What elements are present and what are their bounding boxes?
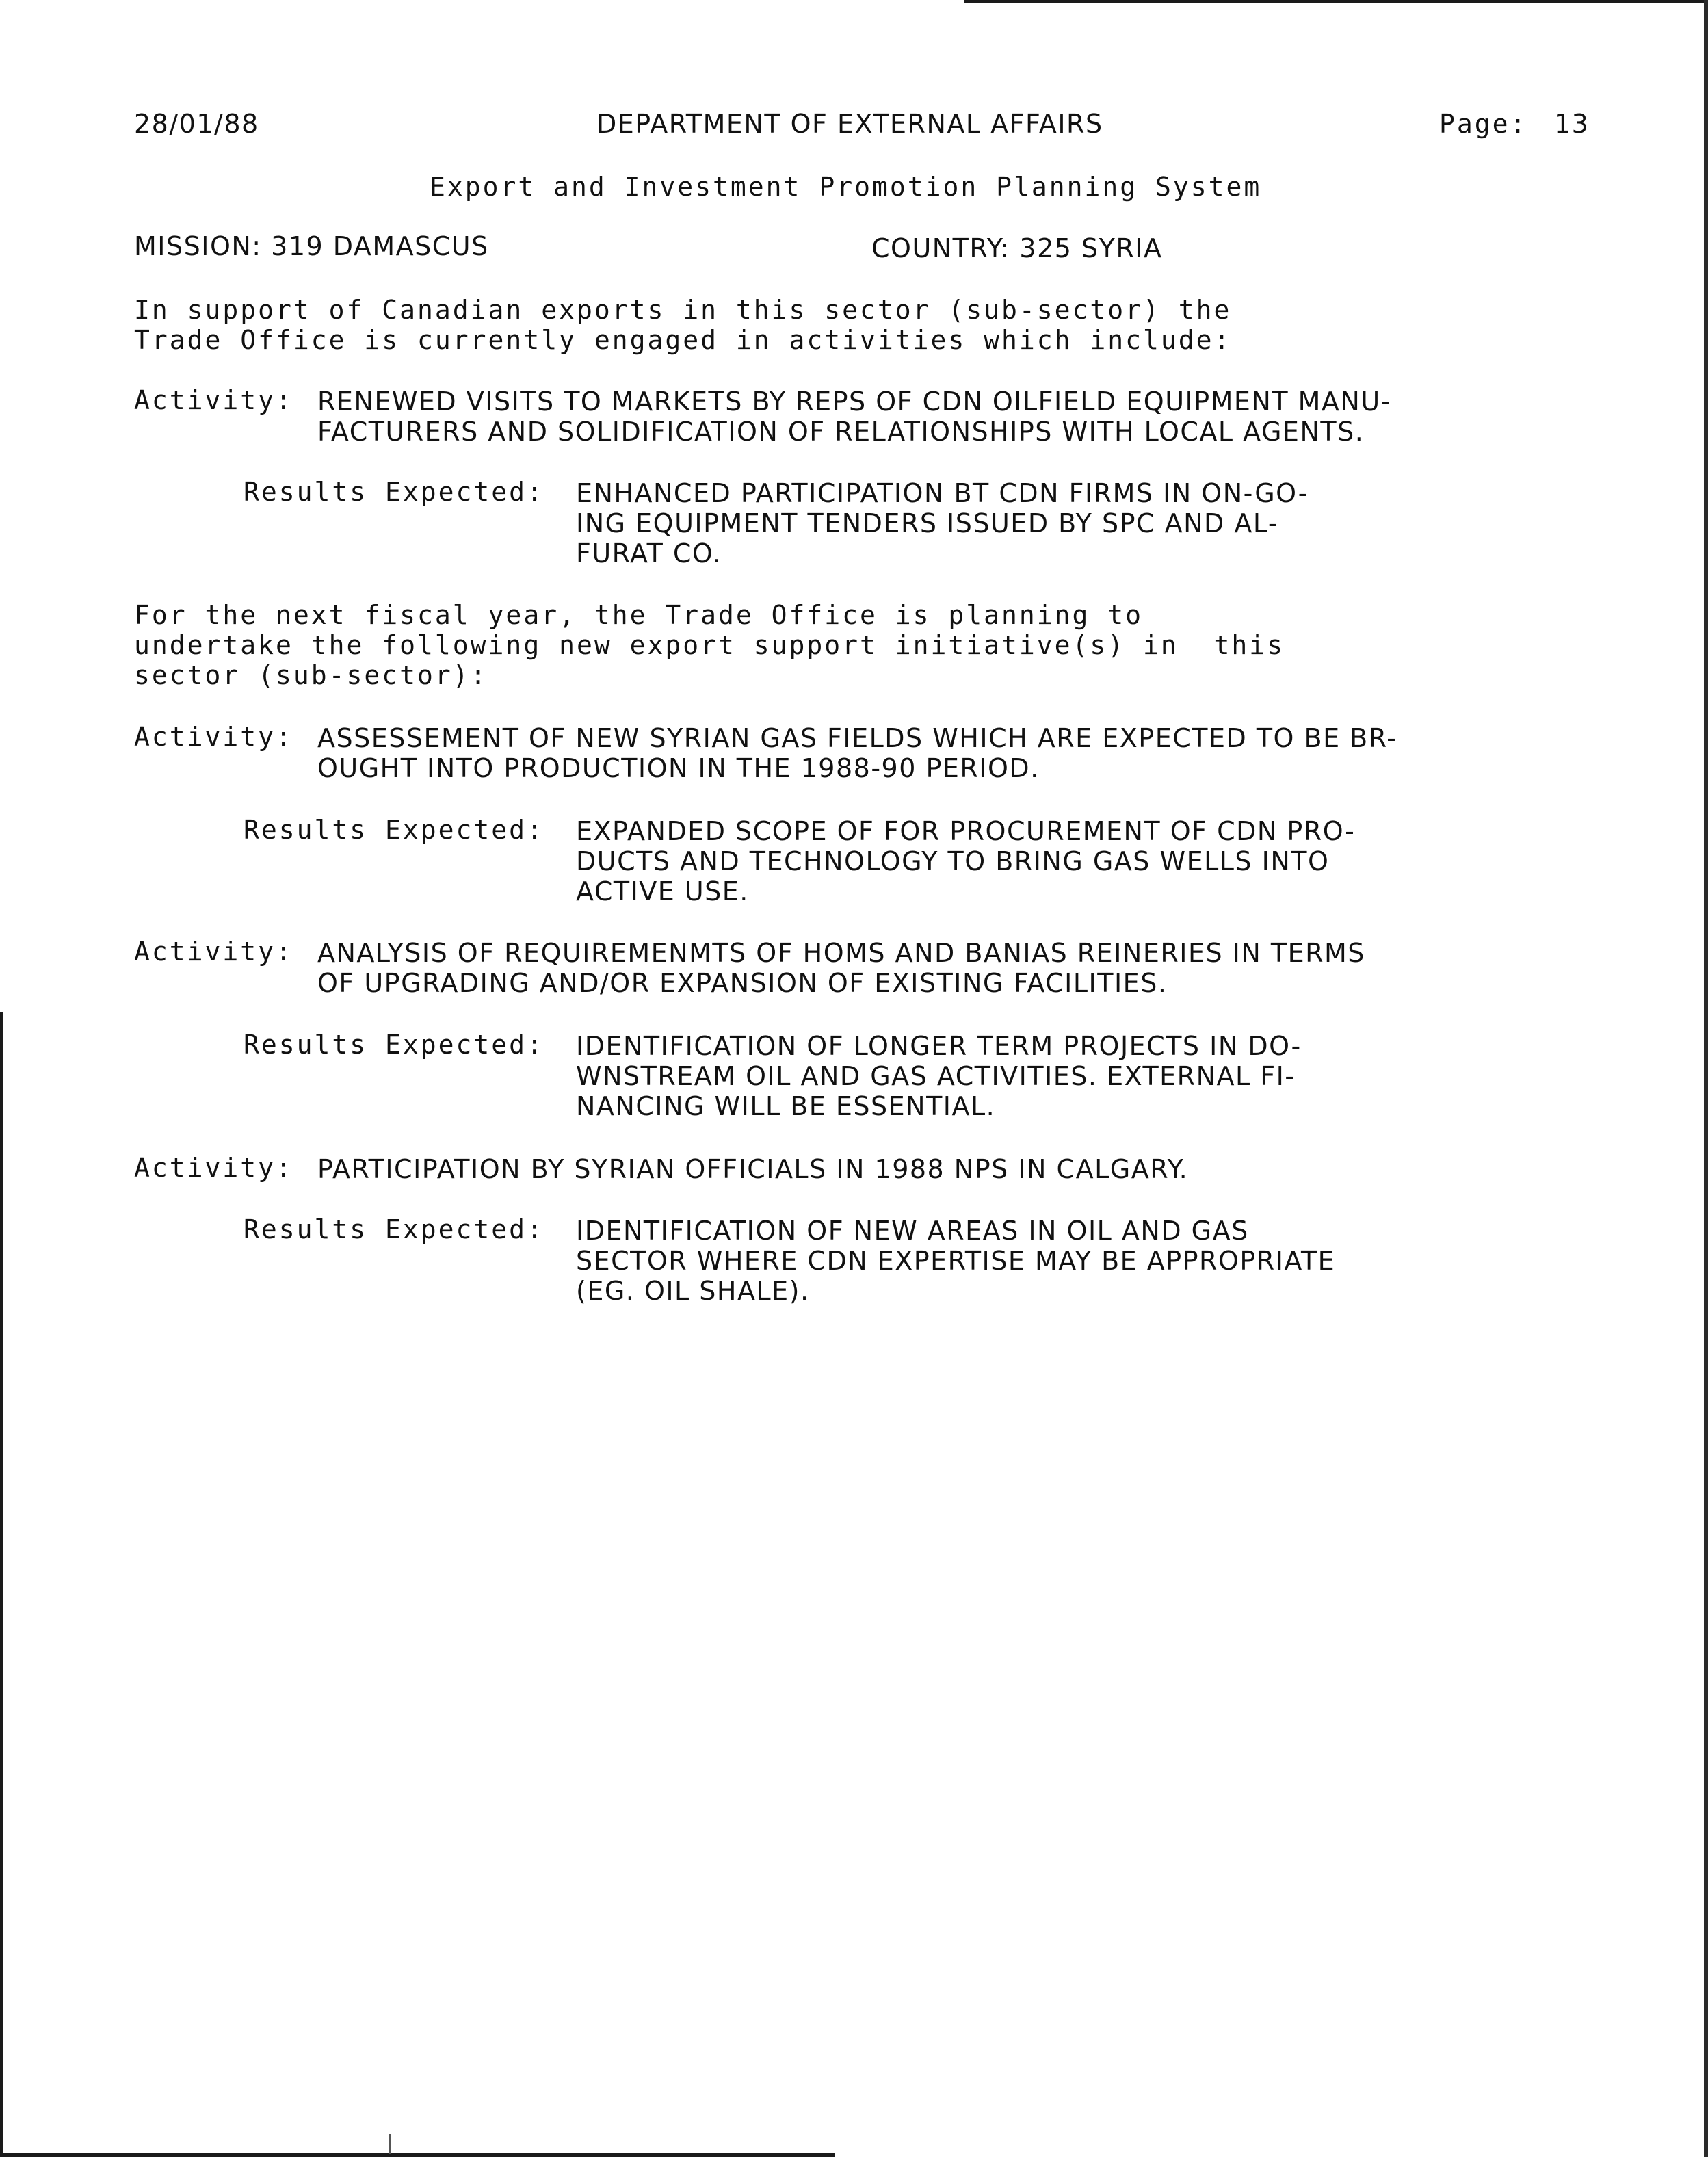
- country-field: COUNTRY: 325 SYRIA: [871, 233, 1163, 263]
- activity-text-line: ANALYSIS OF REQUIREMENMTS OF HOMS AND BANIAS REINERIES IN TERMS: [317, 938, 1365, 968]
- scan-border-right: [1704, 0, 1708, 2157]
- department-title: DEPARTMENT OF EXTERNAL AFFAIRS: [596, 109, 1103, 139]
- results-text-line: FURAT CO.: [576, 538, 722, 568]
- results-text-line: DUCTS AND TECHNOLOGY TO BRING GAS WELLS INTO: [576, 846, 1330, 876]
- current-intro-line: In support of Canadian exports in this sector (sub-sector) the: [134, 295, 1232, 325]
- page-number: 13: [1554, 109, 1590, 139]
- scan-border-top: [964, 0, 1708, 3]
- results-text-line: ING EQUIPMENT TENDERS ISSUED BY SPC AND AL-: [576, 508, 1279, 538]
- scan-stray-mark: [389, 2134, 391, 2154]
- system-title: Export and Investment Promotion Planning System: [430, 172, 1262, 202]
- results-text-line: IDENTIFICATION OF NEW AREAS IN OIL AND GAS: [576, 1216, 1249, 1246]
- results-label: Results Expected:: [244, 1214, 544, 1244]
- results-text-line: ACTIVE USE.: [576, 876, 749, 906]
- report-date: 28/01/88: [134, 109, 259, 139]
- mission-field: MISSION: 319 DAMASCUS: [134, 231, 489, 261]
- next-year-intro-line: undertake the following new export support initiative(s) in this: [134, 630, 1285, 660]
- results-text-line: NANCING WILL BE ESSENTIAL.: [576, 1091, 996, 1121]
- scan-border-bottom: [0, 2153, 835, 2157]
- next-year-intro-line: For the next fiscal year, the Trade Office is planning to: [134, 600, 1144, 630]
- activity-text-line: ASSESSEMENT OF NEW SYRIAN GAS FIELDS WHICH ARE EXPECTED TO BE BR-: [317, 723, 1397, 753]
- activity-text-line: OF UPGRADING AND/OR EXPANSION OF EXISTING FACILITIES.: [317, 968, 1168, 998]
- activity-label: Activity:: [134, 1153, 293, 1183]
- results-text-line: WNSTREAM OIL AND GAS ACTIVITIES. EXTERNAL FI-: [576, 1061, 1296, 1091]
- results-text-line: IDENTIFICATION OF LONGER TERM PROJECTS IN DO-: [576, 1031, 1302, 1061]
- current-intro-line: Trade Office is currently engaged in activities which include:: [134, 325, 1232, 355]
- results-text-line: EXPANDED SCOPE OF FOR PROCUREMENT OF CDN PRO-: [576, 816, 1356, 846]
- activity-label: Activity:: [134, 722, 293, 752]
- activity-label: Activity:: [134, 937, 293, 967]
- scan-border-left: [0, 1012, 3, 2157]
- activity-text-line: FACTURERS AND SOLIDIFICATION OF RELATIONSHIPS WITH LOCAL AGENTS.: [317, 417, 1365, 447]
- results-label: Results Expected:: [244, 1030, 544, 1060]
- results-label: Results Expected:: [244, 815, 544, 845]
- activity-text-line: OUGHT INTO PRODUCTION IN THE 1988-90 PERIOD.: [317, 753, 1040, 783]
- results-label: Results Expected:: [244, 477, 544, 507]
- page-label: Page:: [1439, 109, 1528, 139]
- results-text-line: SECTOR WHERE CDN EXPERTISE MAY BE APPROPRIATE: [576, 1246, 1336, 1276]
- results-text-line: ENHANCED PARTICIPATION BT CDN FIRMS IN ON-GO-: [576, 478, 1309, 508]
- next-year-intro-line: sector (sub-sector):: [134, 660, 488, 690]
- results-text-line: (EG. OIL SHALE).: [576, 1276, 810, 1306]
- activity-label: Activity:: [134, 385, 293, 415]
- activity-text-line: PARTICIPATION BY SYRIAN OFFICIALS IN 1988 NPS IN CALGARY.: [317, 1154, 1189, 1184]
- activity-text-line: RENEWED VISITS TO MARKETS BY REPS OF CDN OILFIELD EQUIPMENT MANU-: [317, 387, 1391, 417]
